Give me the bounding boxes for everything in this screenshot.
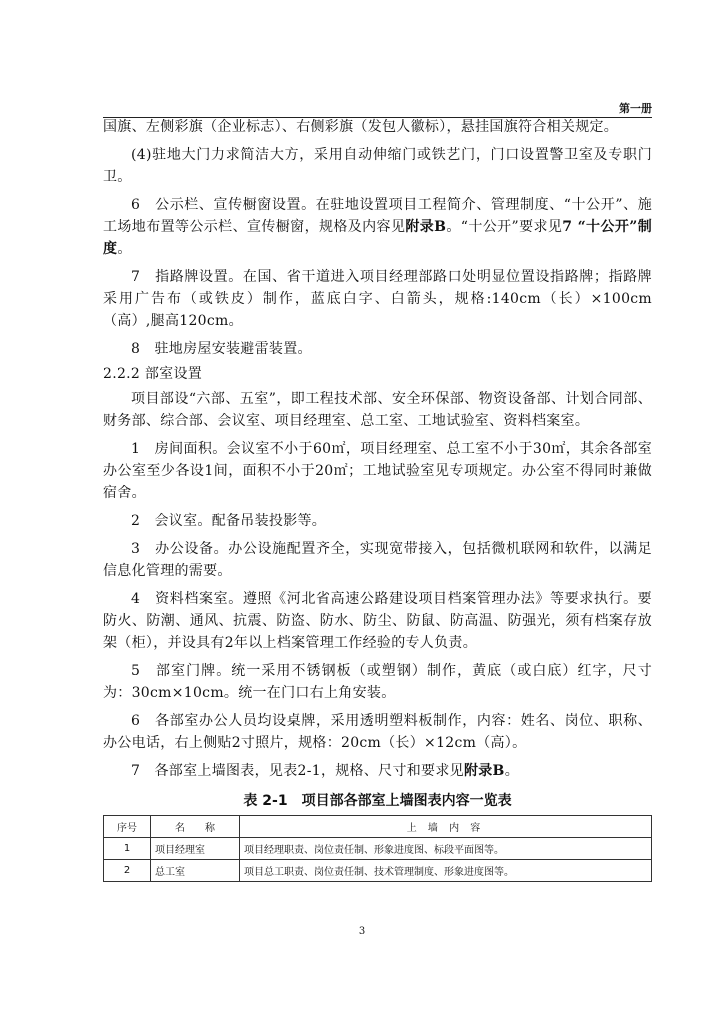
header-name: 名 称 xyxy=(151,816,240,838)
paragraph-signpost: 7 指路牌设置。在国、省干道进入项目经理部路口处明显位置设指路牌；指路牌采用广告布（或铁皮）制作，蓝底白字、白箭头，规格:140cm（长）×100cm（高）,腿高120cm。 xyxy=(103,269,652,329)
row-name: 总工室 xyxy=(151,860,240,882)
table-row xyxy=(104,860,652,882)
paragraph-gate: (4)驻地大门力求简洁大方，采用自动伸缩门或铁艺门，门口设置警卫室及专职门卫。 xyxy=(103,147,652,185)
paragraph-office-equipment: 3 办公设备。办公设施配置齐全，实现宽带接入，包括微机联网和软件，以满足信息化管理的需要。 xyxy=(103,541,652,579)
paragraph-archive-room: 4 资料档案室。遵照《河北省高速公路建设项目档案管理办法》等要求执行。要防火、防潮、通风、抗震、防盗、防水、防尘、防鼠、防高温、防强光，须有档案存放架（柜），并设具有2年以上档案管理工作经验的专人负责。 xyxy=(103,591,652,651)
row-content: 项目总工职责、岗位责任制、技术管理制度、形象进度图等。 xyxy=(240,860,652,882)
paragraph-lightning: 8 驻地房屋安装避雷装置。 xyxy=(131,341,312,357)
bulletin-text-2: 。“十公开”要求见 xyxy=(446,219,563,235)
row-name: 项目经理室 xyxy=(151,838,240,860)
paragraph-door-plate: 5 部室门牌。统一采用不锈钢板（或塑钢）制作，黄底（或白底）红字，尺寸为：30cm×10cm。统一在门口右上角安装。 xyxy=(103,663,652,701)
appendix-b-ref: 附录B xyxy=(405,219,447,235)
wall-charts-text-2: 。 xyxy=(504,763,519,779)
paragraph-bulletin-board xyxy=(103,194,652,260)
paragraph-desk-plate: 6 各部室办公人员均设桌牌，采用透明塑料板制作，内容：姓名、岗位、职称、办公电话，右上侧贴2寸照片，规格：20cm（长）×12cm（高）。 xyxy=(103,713,652,751)
paragraph-room-area: 1 房间面积。会议室不小于60㎡，项目经理室、总工室不小于30㎡，其余各部室办公室至少各设1间，面积不小于20㎡；工地试验室见专项规定。办公室不得同时兼做宿舍。 xyxy=(103,441,652,501)
table-header-row xyxy=(104,816,652,838)
paragraph-wall-charts xyxy=(103,760,652,782)
page-number: 3 xyxy=(358,926,366,937)
wall-charts-text-1: 7 各部室上墙图表，见表2-1，规格、尺寸和要求见 xyxy=(131,763,464,779)
ten-public-ref: 7 “十公开”制度 xyxy=(103,219,653,257)
paragraph-meeting-room: 2 会议室。配备吊装投影等。 xyxy=(131,513,327,529)
appendix-b-ref-2: 附录B xyxy=(463,763,505,779)
row-seq: 2 xyxy=(104,860,151,882)
header-seq: 序号 xyxy=(104,816,151,838)
row-content: 项目经理职责、岗位责任制、形象进度图、标段平面图等。 xyxy=(240,838,652,860)
document-body xyxy=(103,116,652,788)
page-header-volume: 第一册 xyxy=(619,102,652,115)
paragraph-flags: 国旗、左侧彩旗（企业标志）、右侧彩旗（发包人徽标），悬挂国旗符合相关规定。 xyxy=(103,119,619,135)
bulletin-text-1: 6 公示栏、宣传橱窗设置。在驻地设置项目工程简介、管理制度、“十公开”、施工场地布置等公示栏、宣传橱窗，规格及内容见 xyxy=(103,197,652,235)
table-caption: 表 2-1 项目部各部室上墙图表内容一览表 xyxy=(243,793,512,809)
header-content: 上 墙 内 容 xyxy=(240,816,652,838)
wall-chart-table xyxy=(103,815,652,882)
table-row xyxy=(104,838,652,860)
paragraph-departments: 项目部设“六部、五室”，即工程技术部、安全环保部、物资设备部、计划合同部、财务部、综合部、会议室、项目经理室、总工室、工地试验室、资料档案室。 xyxy=(103,391,652,429)
section-heading-2-2-2: 2.2.2 部室设置 xyxy=(103,366,203,382)
bulletin-text-3: 。 xyxy=(117,241,132,257)
row-seq: 1 xyxy=(104,838,151,860)
